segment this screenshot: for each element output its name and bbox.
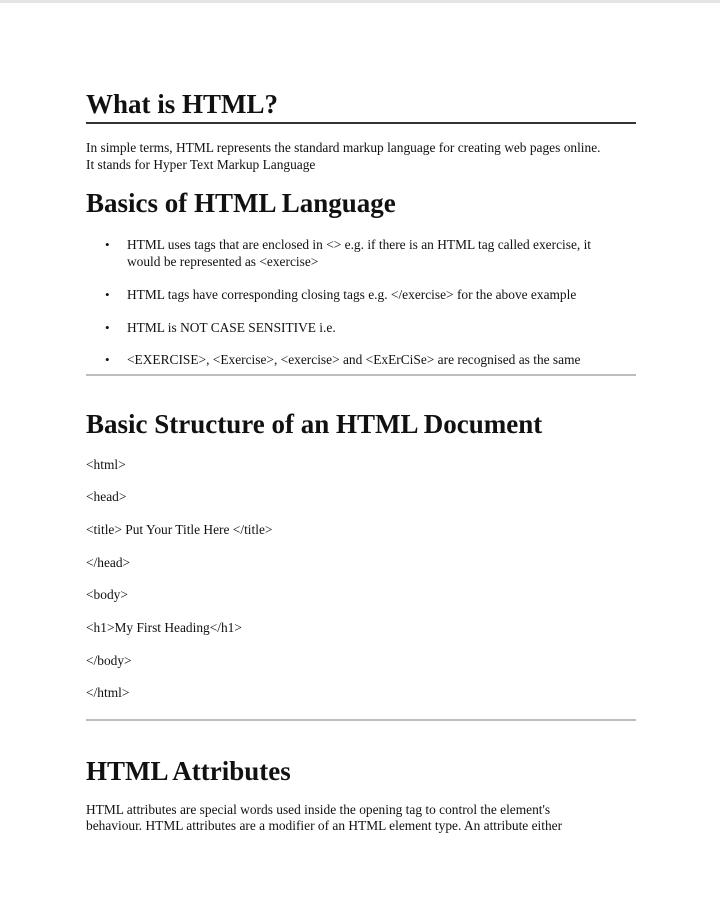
bullet-icon: • — [105, 287, 110, 302]
bullet-icon: • — [105, 352, 110, 367]
heading-basic-structure: Basic Structure of an HTML Document — [86, 408, 543, 439]
code-line: <html> — [86, 456, 126, 472]
list-item-text: HTML is NOT CASE SENSITIVE i.e. — [127, 319, 336, 335]
list-item — [86, 320, 636, 337]
code-line: <head> — [86, 489, 127, 505]
heading-basics-of-html: Basics of HTML Language — [86, 188, 396, 218]
heading-what-is-html: What is HTML? — [86, 89, 279, 119]
paragraph-line: It stands for Hyper Text Markup Language — [86, 156, 316, 172]
bullet-icon: • — [105, 319, 110, 335]
bullet-icon: • — [105, 237, 110, 252]
list-item-text: would be represented as <exercise> — [127, 253, 319, 269]
list-item-text: <EXERCISE>, <Exercise>, <exercise> and <ExErCiSe> are recognised as the same — [127, 352, 581, 367]
top-edge — [0, 0, 720, 3]
paragraph-line: behaviour. HTML attributes are a modifier of an HTML element type. An attribute either — [86, 818, 563, 834]
code-line: <body> — [86, 587, 128, 603]
list-item — [86, 287, 636, 304]
code-line: <h1>My First Heading</h1> — [86, 619, 242, 635]
code-block — [86, 457, 636, 702]
heading-html-attributes: HTML Attributes — [86, 755, 291, 786]
code-line: <title> Put Your Title Here </title> — [86, 521, 273, 537]
code-line: </body> — [86, 652, 132, 668]
paragraph-line: HTML attributes are special words used inside the opening tag to control the element's — [86, 801, 551, 817]
list-item — [86, 352, 636, 369]
list-item-text: HTML tags have corresponding closing tags e.g. </exercise> for the above example — [127, 287, 577, 302]
list-item — [86, 237, 636, 270]
paragraph-line: In simple terms, HTML represents the standard markup language for creating web pages online. — [86, 140, 601, 155]
code-line: </head> — [86, 554, 131, 570]
document-page — [86, 86, 636, 835]
list-item-text: HTML uses tags that are enclosed in <> e.g. if there is an HTML tag called exercise, it — [127, 237, 592, 252]
code-line: </html> — [86, 685, 130, 701]
basics-list — [86, 237, 636, 369]
